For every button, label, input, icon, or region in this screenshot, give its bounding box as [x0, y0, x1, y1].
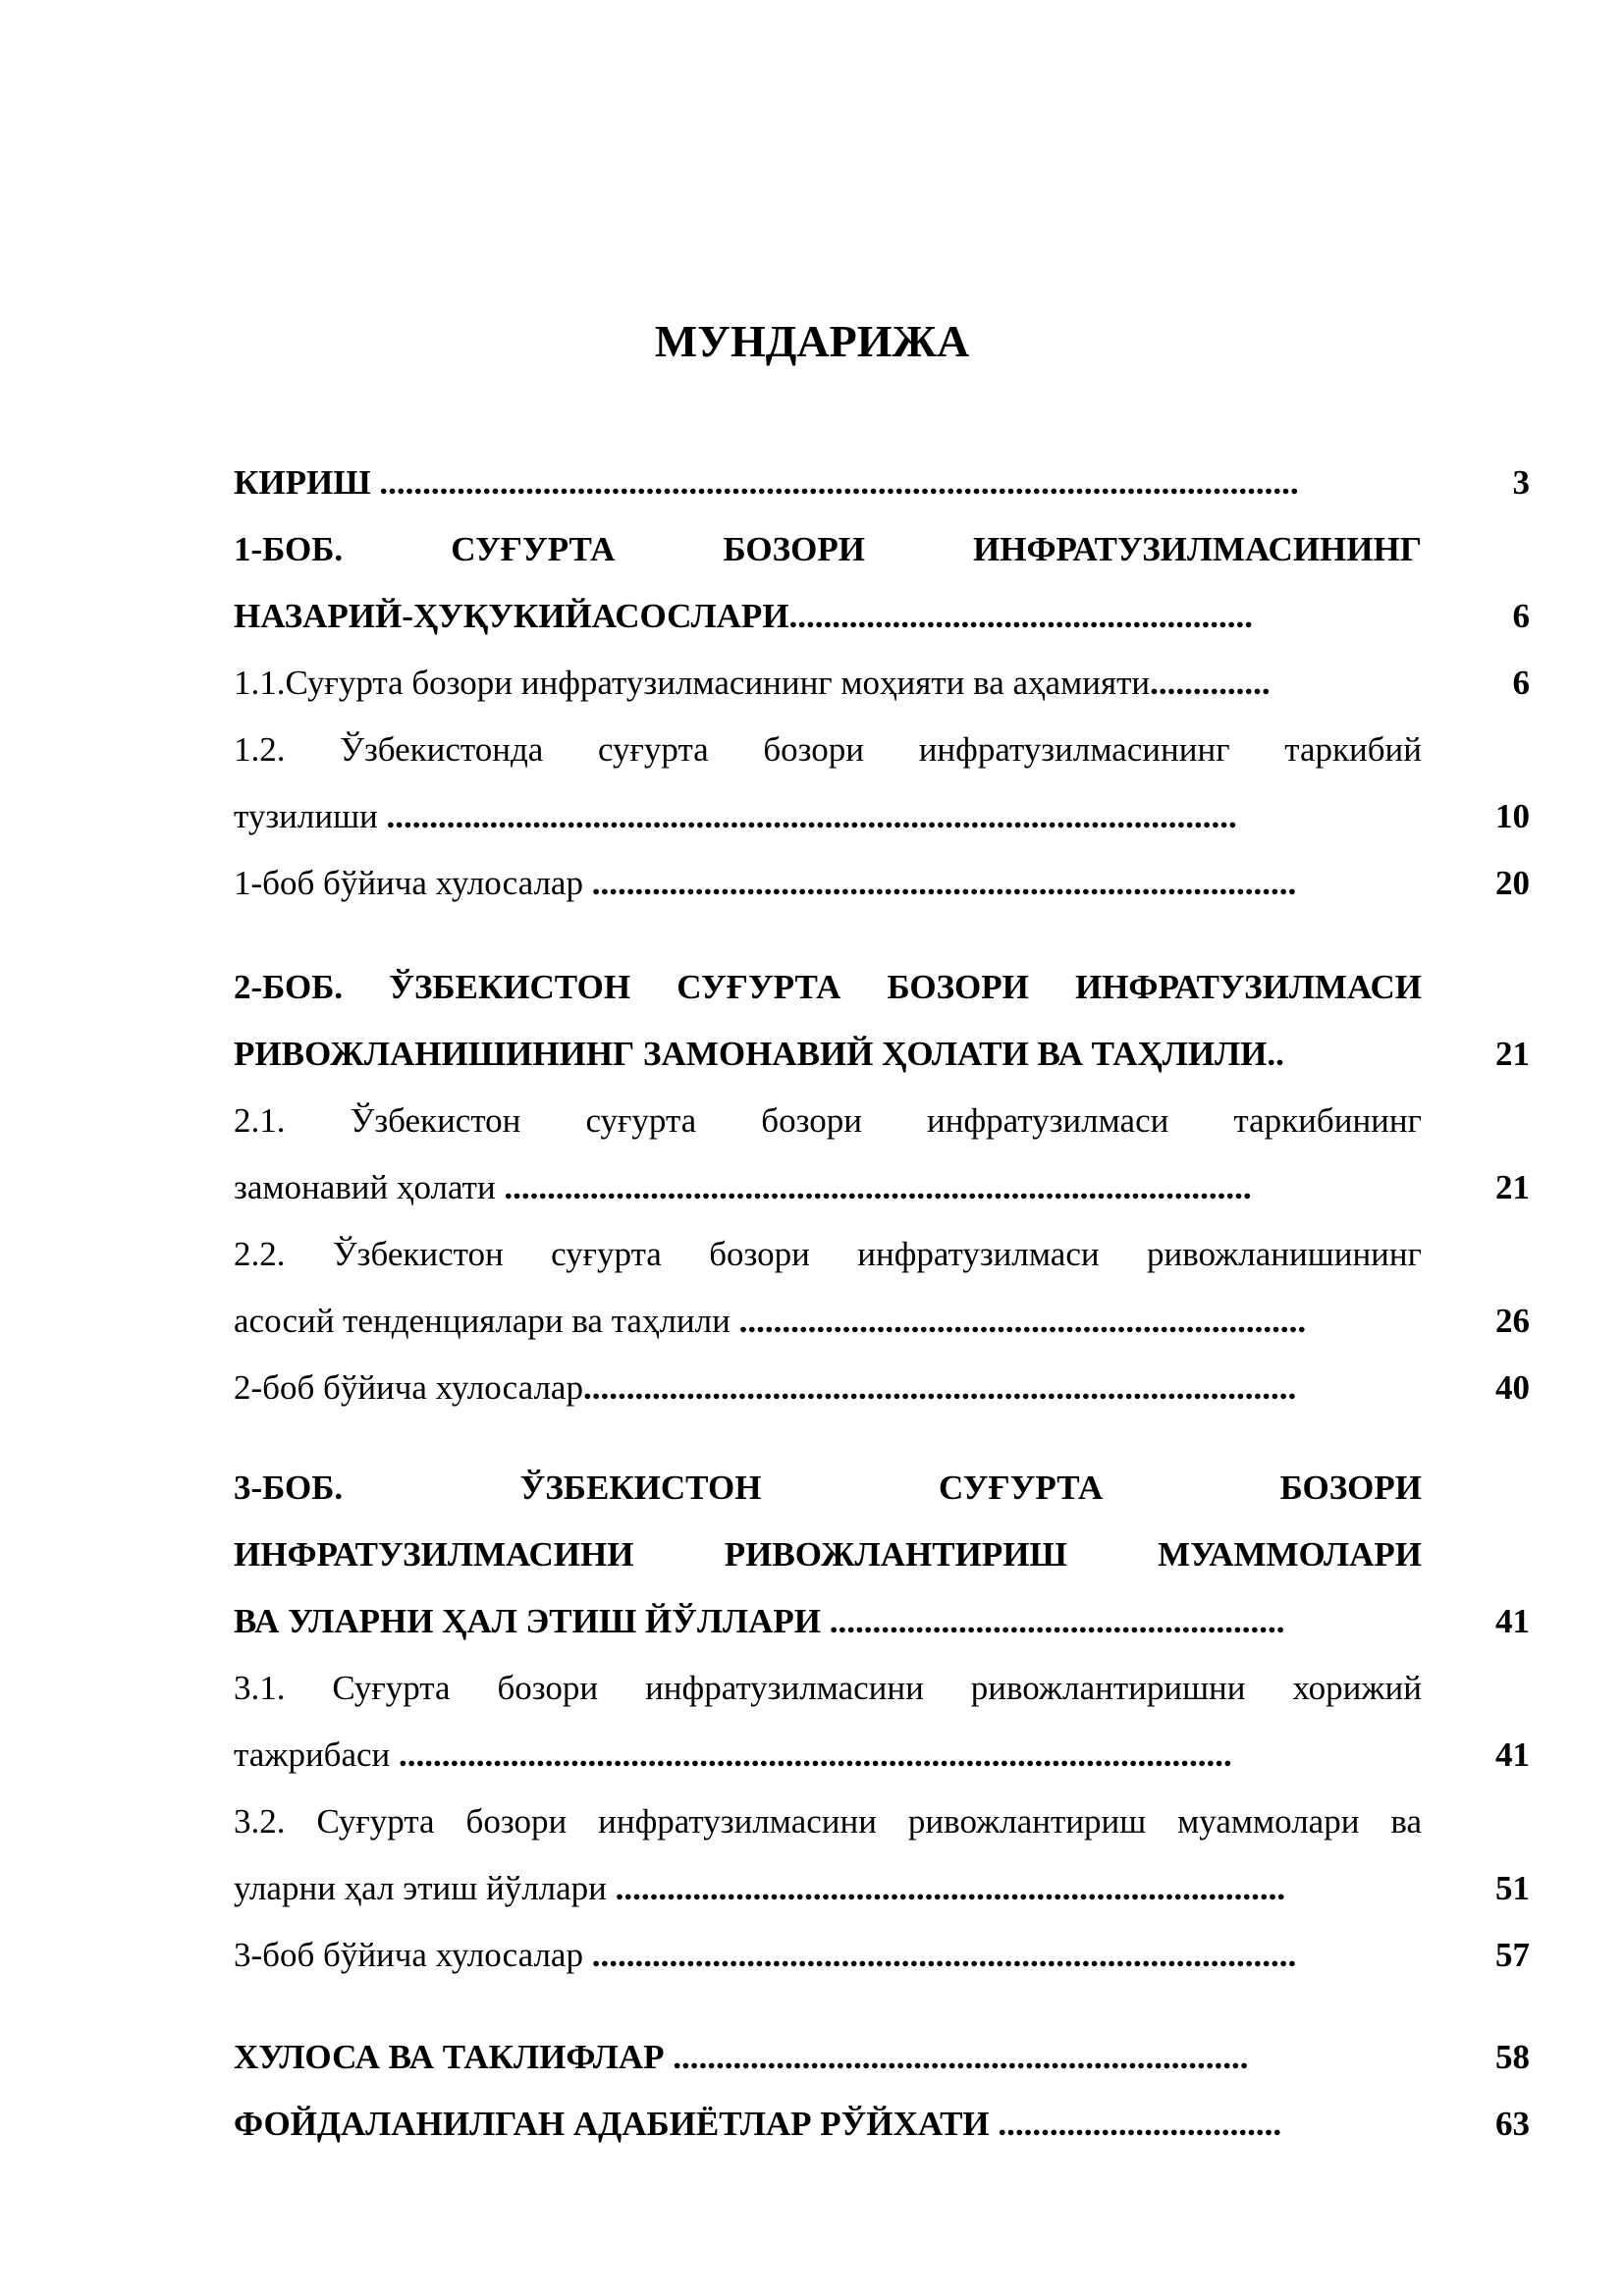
toc-page-number: 40	[1495, 1368, 1530, 1407]
toc-page-number: 20	[1495, 864, 1530, 902]
toc-entry-chapter-3-conclusions[interactable]	[234, 1922, 1530, 1989]
toc-entry-text: тажрибаси	[234, 1735, 391, 1774]
toc-entry-text: 2-боб бўйича хулосалар	[234, 1368, 583, 1407]
toc-entry-chapter-2-conclusions[interactable]	[234, 1355, 1530, 1421]
toc-entry-references[interactable]	[234, 2091, 1530, 2158]
toc-entry-text: 3.1. Суғурта бозори инфратузилмасини ривожлантиришни хорижий	[234, 1669, 1422, 1707]
toc-page-number: 63	[1495, 2105, 1530, 2143]
toc-page-number: 21	[1495, 1168, 1530, 1206]
toc-entry-text: уларни ҳал этиш йўллари	[234, 1869, 607, 1907]
toc-leader-dots: ...................................................................	[664, 2038, 1249, 2076]
toc-entry-chapter-3-line-2[interactable]	[234, 1522, 1530, 1588]
toc-entry-text: КИРИШ	[234, 463, 371, 502]
toc-leader-dots: ..................................................................................	[582, 864, 1297, 902]
toc-entry-text: 3-БОБ. ЎЗБЕКИСТОН СУҒУРТА БОЗОРИ	[234, 1468, 1422, 1507]
toc-entry-chapter-2-line-2[interactable]	[234, 1021, 1530, 1088]
toc-entry-text: ИНФРАТУЗИЛМАСИНИ РИВОЖЛАНТИРИШ МУАММОЛАРИ	[234, 1535, 1422, 1574]
toc-entry-section-3-2-line-2[interactable]	[234, 1855, 1530, 1922]
toc-entry-section-1-1[interactable]	[234, 650, 1530, 717]
toc-entry-text: 3.2. Суғурта бозори инфратузилмасини ривожлантириш муаммолари ва	[234, 1802, 1422, 1841]
page-title: МУНДАРИЖА	[654, 316, 970, 366]
toc-entry-section-2-1-line-2[interactable]	[234, 1154, 1530, 1221]
toc-page-number: 21	[1495, 1035, 1530, 1073]
toc-entry-section-1-2-line-1[interactable]	[234, 717, 1530, 783]
toc-entry-text: ФОЙДАЛАНИЛГАН АДАБИЁТЛАР РЎЙХАТИ	[234, 2105, 990, 2143]
toc-leader-dots: .................................	[989, 2105, 1282, 2143]
toc-leader-dots: ..............................................................................	[606, 1869, 1286, 1907]
toc-leader-dots: ..............	[1150, 664, 1271, 702]
toc-leader-dots: ...........................................................................................................	[370, 463, 1299, 502]
toc-leader-dots: ...................................................................................	[582, 1368, 1297, 1407]
toc-entry-chapter-1-line-1[interactable]	[234, 516, 1530, 583]
toc-leader-dots: .................................................................................................	[390, 1735, 1232, 1774]
toc-entry-chapter-2-line-1[interactable]	[234, 954, 1530, 1021]
toc-leader-dots: .......................................................................................	[495, 1168, 1252, 1206]
toc-entry-text: 1.2. Ўзбекистонда суғурта бозори инфратузилмасининг таркибий	[234, 730, 1422, 769]
toc-page-number: 26	[1495, 1302, 1530, 1340]
toc-leader-dots: ......................................................	[788, 597, 1254, 635]
toc-entry-chapter-3-line-1[interactable]	[234, 1455, 1530, 1522]
toc-page-number: 58	[1495, 2038, 1530, 2076]
toc-entry-text: РИВОЖЛАНИШИНИНГ ЗАМОНАВИЙ ҲОЛАТИ ВА ТАҲЛИЛИ..	[234, 1035, 1284, 1073]
toc-entry-section-2-2-line-1[interactable]	[234, 1221, 1530, 1288]
toc-entry-section-3-1-line-2[interactable]	[234, 1722, 1530, 1789]
toc-page-number: 6	[1512, 597, 1530, 635]
toc-entry-chapter-1-conclusions[interactable]	[234, 850, 1530, 917]
toc-page-number: 41	[1495, 1602, 1530, 1640]
toc-entry-section-1-2-line-2[interactable]	[234, 783, 1530, 850]
toc-entry-text: асосий тенденциялари ва таҳлили	[234, 1302, 731, 1340]
toc-page-number: 51	[1495, 1869, 1530, 1907]
toc-entry-text: 1.1.Суғурта бозори инфратузилмасининг моҳияти ва аҳамияти	[234, 664, 1151, 702]
toc-entry-text: 1-БОБ. СУҒУРТА БОЗОРИ ИНФРАТУЗИЛМАСИНИНГ	[234, 530, 1422, 568]
toc-page-number: 41	[1495, 1735, 1530, 1774]
toc-page-number: 10	[1495, 797, 1530, 835]
toc-entry-chapter-1-line-2[interactable]	[234, 583, 1530, 650]
toc-entry-text: 1-боб бўйича хулосалар	[234, 864, 583, 902]
toc-leader-dots: .....................................................	[821, 1602, 1285, 1640]
toc-entry-chapter-3-line-3[interactable]	[234, 1588, 1530, 1655]
toc-entry-text: ВА УЛАРНИ ҲАЛ ЭТИШ ЙЎЛЛАРИ	[234, 1602, 821, 1640]
toc-entry-section-3-1-line-1[interactable]	[234, 1655, 1530, 1722]
toc-entry-introduction[interactable]	[234, 450, 1530, 516]
toc-entry-section-2-1-line-1[interactable]	[234, 1088, 1530, 1154]
toc-page-number: 57	[1495, 1936, 1530, 1974]
toc-leader-dots: ..................................................................................	[582, 1936, 1297, 1974]
toc-page-number: 3	[1512, 463, 1530, 502]
toc-entry-conclusions-and-proposals[interactable]	[234, 2024, 1530, 2091]
toc-entry-text: 2.1. Ўзбекистон суғурта бозори инфратузилмаси таркибининг	[234, 1101, 1422, 1140]
toc-entry-section-3-2-line-1[interactable]	[234, 1789, 1530, 1855]
toc-entry-text: 2.2. Ўзбекистон суғурта бозори инфратузилмаси ривожланишининг	[234, 1235, 1422, 1273]
toc-entry-text: 3-боб бўйича хулосалар	[234, 1936, 583, 1974]
toc-page-number: 6	[1512, 664, 1530, 702]
toc-entry-text: тузилиши	[234, 797, 378, 835]
toc-leader-dots: ...................................................................................................	[377, 797, 1237, 835]
toc-entry-text: замонавий ҳолати	[234, 1168, 496, 1206]
toc-leader-dots: ..................................................................	[730, 1302, 1307, 1340]
toc-entry-text: ХУЛОСА ВА ТАКЛИФЛАР	[234, 2038, 665, 2076]
toc-entry-text: 2-БОБ. ЎЗБЕКИСТОН СУҒУРТА БОЗОРИ ИНФРАТУЗИЛМАСИ	[234, 968, 1422, 1006]
toc-entry-text: НАЗАРИЙ-ҲУҚУКИЙАСОСЛАРИ	[234, 597, 789, 635]
table-of-contents	[234, 450, 1530, 2158]
toc-entry-section-2-2-line-2[interactable]	[234, 1288, 1530, 1355]
